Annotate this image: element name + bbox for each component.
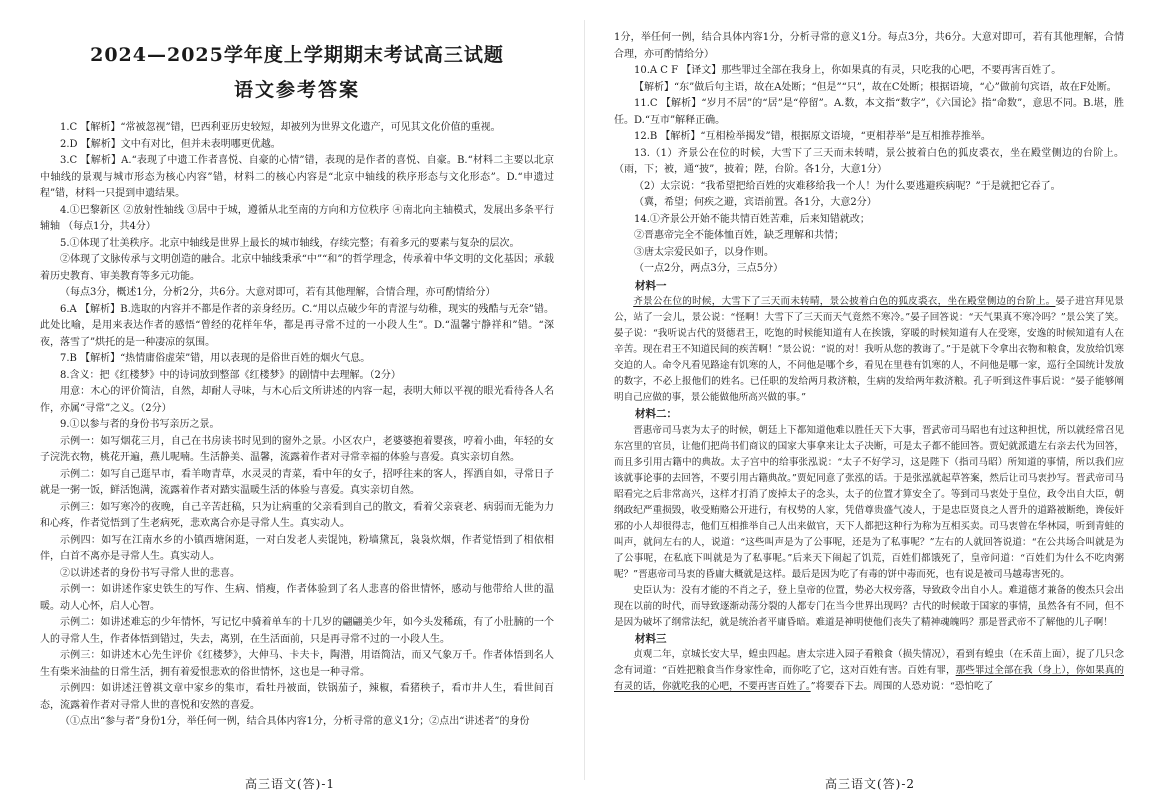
answer-line: 示例一：如讲述作家史铁生的写作、生病、悄瘦，作者体验到了名人悲喜的俗世情怀，感动与他带给人世的温暖。动人心怀，启人心智。 xyxy=(40,584,554,612)
material-3-underlined: 那些罪过全部在我（身上），你如果真的有灵的话，你就吃我的心吧，不要再害百姓了。 xyxy=(614,665,1124,692)
answer-line: 14.①齐景公开始不能共情百姓苦难，后来知错就改； xyxy=(634,213,870,225)
answer-line: （一点2分，两点3分，三点5分） xyxy=(634,263,784,274)
material-3-before: 贞观二年，京城长安大旱，蝗虫四起。唐太宗进入园子看粮食（损失情况），看到有蝗虫（在禾苗上面），捉了几只念念有词道：“百姓把粮食当作身家性命，而你吃了它，这对百姓有害。百姓有罪， xyxy=(614,649,1124,676)
answer-page-right xyxy=(590,0,1150,800)
answer-line: （①点出“参与者”身份1分，举任何一例，结合具体内容1分，分析寻常的意义1分；②点出“讲述者”的身份 xyxy=(60,716,530,727)
left-answer-list xyxy=(40,120,554,731)
answer-line: 4.①巴黎新区 ②放射性轴线 ③居中于城，遵循从北至南的方向和方位秩序 ④南北向主轴模式，发展出多条平行辅轴 （每点1分，共4分） xyxy=(40,204,554,232)
material-1-underlined: 齐景公在位的时候，大雪下了三天而未转晴，景公披着白色的狐皮裘衣，坐在殿堂侧边的台阶上。 xyxy=(633,296,1056,307)
material-1-title: 材料一 xyxy=(635,279,667,292)
material-3-body xyxy=(614,647,1124,695)
page-footer-right: 高三语文(答)-2 xyxy=(824,777,916,791)
right-answer-list xyxy=(614,30,1124,278)
answer-line: ③唐太宗爱民如子，以身作则。 xyxy=(634,246,774,258)
answer-line: 8.含义：把《红楼梦》中的诗词放到整部《红楼梦》的剧情中去理解。（2分） xyxy=(60,369,401,381)
answer-line: 【解析】“东”做后句主语，故在A处断；“但是”“只”，故在C处断；根据语境，“心”做前句宾语，故在F处断。 xyxy=(634,81,1117,93)
answer-line: （每点3分，概述1分，分析2分，共6分。大意对即可，若有其他理解，合情合理，亦可酌情给分） xyxy=(60,287,496,298)
answer-line: 示例二：如讲述难忘的少年情怀，写记忆中骑着单车的十几岁的翩翩美少年，如今头发稀疏，有了小肚腩的一个人的寻常人生，作者体悟到错过，失去，离别，在生活面前，只是再寻常不过的一小段人生。 xyxy=(40,617,554,645)
answer-line: （冀，希望；何疾之避，宾语前置。各1分，大意2分） xyxy=(634,197,877,208)
answer-line: 1分，举任何一例，结合具体内容1分，分析寻常的意义1分。每点3分，共6分。大意对即可，若有其他理解，合情合理，亦可酌情给分） xyxy=(614,32,1124,60)
answer-line: 7.B 【解析】“热情庸俗虚荣”错，用以表现的是俗世百姓的烟火气息。 xyxy=(60,353,371,364)
material-1-body xyxy=(614,294,1124,406)
page-gutter xyxy=(584,20,585,780)
material-2-body: 晋惠帝司马衷为太子的时候，朝廷上下都知道他难以胜任天下大事，晋武帝司马昭也有过这种担忧，所以就经常召见东宫里的官员，让他们把尚书们商议的国家大事拿来让太子决断，可是太子都不能回答。贾妃就派遣左右亲去代为回答，而且多引用古籍中的典故。太子宫中的给事张泓说：“太子不好学习，这是陛下（指司马昭）所知道的事情，所以我们应该就事论事的去回答，不要引用古籍典故。”贾妃同意了张泓的话。于是张泓就起草答案，然后让司马衷抄写。晋武帝司马昭看完之后非常高兴，这样才打消了废掉太子的念头，太子的位置才算安全了。等到司马衷处于皇位，政令出自大臣，朝纲政纪严重损毁，收受贿赂公开进行，有权势的人家，凭借尊贵盛气凌人，于是忠臣贤良之人晋升的道路被断绝，谗佞奸邪的小人却很得志，他们互相推举自己人出来做官，天下人都把这种行为称为互相买卖。司马衷曾在华林园，听到青蛙的叫声，就问左右的人，说道：“这些叫声是为了公事呢，还是为了私事呢？”左右的人就回答说道：“在公共场合叫就是为了公事呢，在私底下叫就是为了私事呢。”后来天下闹起了饥荒，百姓们都饿死了，皇帝问道：“百姓们为什么不吃肉粥呢？”晋惠帝司马衷的昏庸大概就是这样。最后是因为吃了有毒的饼中毒而死，也有说是被司马越毒害死的。 xyxy=(614,424,1124,580)
material-1-rest: 晏子进宫拜见景公，站了一会儿，景公说：“怪啊！大雪下了三天而天气竟然不寒冷。”晏子回答说：“天气果真不寒冷吗？”景公笑了笑。晏子说：“我听说古代的贤德君王，吃饱的时候能知道有人在挨饿，穿暖的时候知道有人在受寒，安逸的时候知道有人在辛苦。现在君王不知道民间的疾苦啊！”景公说：“说的对！我听从您的教诲了。”于是就下令拿出衣物和粮食，发放给饥寒交迫的人。命令凡看见路途有饥寒的人，不问他是哪个乡，看见在里巷有饥寒的人，不问他是哪一家，巡行全国统计发放的数字，不必上报他们的姓名。已任职的发给两月救济粮，生病的发给两年救济粮。孔子听到这件事后说：“晏子能够阐明自己应做的事，景公能做他所高兴做的事。” xyxy=(614,296,1125,403)
answer-line: 2.D 【解析】文中有对比，但并未表明哪更优越。 xyxy=(60,138,281,150)
page-title: 2024—2025学年度上学期期末考试高三试题 xyxy=(90,44,504,66)
page-footer-left: 高三语文(答)-1 xyxy=(244,777,336,791)
answer-line: 9.①以参与者的身份书写亲历之景。 xyxy=(60,419,220,430)
answer-line: ②体现了文脉传承与文明创造的融合。北京中轴线秉承“中”“和”的哲学理念，传承着中华文明的文化基因；承载着历史教育、审美教育等多元功能。 xyxy=(40,254,554,282)
answer-line: 11.C 【解析】“岁月不居”的“居”是“停留”。A.数，本文指“数字”，《六国论》指“命数”，意思不同。B.堪，胜任。D.“互市”解释正确。 xyxy=(614,98,1124,126)
answer-line: 13.（1）齐景公在位的时候，大雪下了三天而未转晴，景公披着白色的狐皮裘衣，坐在殿堂侧边的台阶上。（雨，下；被，通“披”，披着；陛，台阶。各1分，大意1分） xyxy=(614,147,1124,175)
page-subtitle: 语文参考答案 xyxy=(233,79,360,101)
answer-line: 10.A C F 【译文】那些罪过全部在我身上，你如果真的有灵，只吃我的心吧，不要再害百姓了。 xyxy=(634,65,1062,76)
answer-line: 示例一：如写烟花三月，自己在书房读书时见到的窗外之景。小区农户，老婆婆抱着婴孩，哼着小曲，年轻的女子浣洗衣物，桃花开遍，燕儿呢喃。生活静美、温馨，流露着作者对寻常幸福的体验与喜爱。真实亲切自然。 xyxy=(40,435,554,463)
answer-line: 示例三：如讲述木心先生评价《红楼梦》，大伸马、卡夫卡，陶潜，用语简洁，而又气象万千。作者体悟到名人生有柴米油盐的日常生活，拥有着爱恨悲欢的俗世情怀，这也是一种寻常。 xyxy=(40,650,554,678)
material-2-title: 材料二： xyxy=(635,408,677,420)
material-3-after: ”将要吞下去。周围的人恐劝说：“恐怕吃了 xyxy=(810,681,994,692)
answer-line: 5.①体现了壮美秩序。北京中轴线是世界上最长的城市轴线，存续完整；有着多元的要素与复杂的层次。 xyxy=(60,237,520,249)
answer-line: 用意：木心的评价简洁，自然，却耐人寻味，与木心后文所讲述的内容一起，表明大师以平视的眼光看待各人名作，亦属“寻常”之义。（2分） xyxy=(40,386,554,414)
material-2-comment: 史臣认为：没有才能的不肖之子，登上皇帝的位置，势必大权旁落，导致政令出自小人。难道德才兼备的俊杰只会出现在以前的时代，而导致逐渐动荡分裂的人都专门在当今世界出现吗？古代的时候敢于国家的事情，虽然各有不同，但不是因为破坏了纲常法纪，就是统治者平庸昏暗。难道是神明使他们丧失了精神魂魄吗？那是晋武帝不了解他的儿子啊！ xyxy=(614,584,1124,628)
answer-line: 示例四：如讲述汪曾祺文章中家乡的集市，看牡丹被面，铁锅茄子，辣椒，看猪秧子，看市井人生，看世间百态，流露着作者对寻常人世的喜悦和安然的喜爱。 xyxy=(40,683,554,711)
answer-line: ②晋惠帝完全不能体恤百姓，缺乏理解和共情； xyxy=(634,230,844,241)
answer-line: ②以讲述者的身份书写寻常人世的悲喜。 xyxy=(60,567,240,579)
answer-line: 6.A 【解析】B.选取的内容并不都是作者的亲身经历。C.“用以点破少年的青涩与幼稚，现实的残酷与无奈”错。此处比喻，是用来表达作者的感悟“曾经的花样年华，都是再寻常不过的一小段人生”。D.“温馨宁静祥和”错。“深夜，落雪了”烘托的是一种凄凉的氛围。 xyxy=(40,303,554,348)
answer-line: 示例二：如写自己逛早市，看羊吻青草，水灵灵的青菜，看中年的女子，招呼往来的客人，挥洒自如，寻常日子就是一粥一饭，鲜活饱满，流露着作者对踏实温暖生活的体验与喜爱。真实亲切自然。 xyxy=(40,468,554,496)
answer-line: （2）太宗说：“我希望把给百姓的灾难移给我一个人！为什么要逃避疾病呢？”于是就把它吞了。 xyxy=(634,180,1061,192)
answer-line: 12.B 【解析】“互相检举揭发”错，根据原文语境，“更相荐举”是互相推荐推举。 xyxy=(634,131,991,142)
answer-line: 3.C 【解析】A.“表现了中遗工作者喜悦、自豪的心情”错，表现的是作者的喜悦、自豪。B.“材料二主要以北京中轴线的景观与城市形态为核心内容”错，材料二的核心内容是“北京中轴线的秩序形态与文化形态”。D.“申遗过程”错，材料一只提到申遗结果。 xyxy=(40,155,554,199)
answer-line: 1.C 【解析】“常被忽视”错，巴西利亚历史较短，却被列为世界文化遗产，可见其文化价值的重视。 xyxy=(60,122,501,133)
material-3-title: 材料三 xyxy=(635,632,667,645)
answer-line: 示例四：如写在江南水乡的小镇西塘闲逛，一对白发老人卖馄饨，粉墙黛瓦，袅袅炊烟，作者觉悟到了相依相伴，白首不离亦是寻常人生。真实动人。 xyxy=(40,534,554,562)
answer-line: 示例三：如写寒冷的夜晚，自己辛苦赶稿，只为让病重的父亲看到自己的散文，看着父亲衰老、病弱而无能为力和心疼，作者觉悟到了生老病死，悲欢离合亦是寻常人生。真实动人。 xyxy=(40,501,554,529)
